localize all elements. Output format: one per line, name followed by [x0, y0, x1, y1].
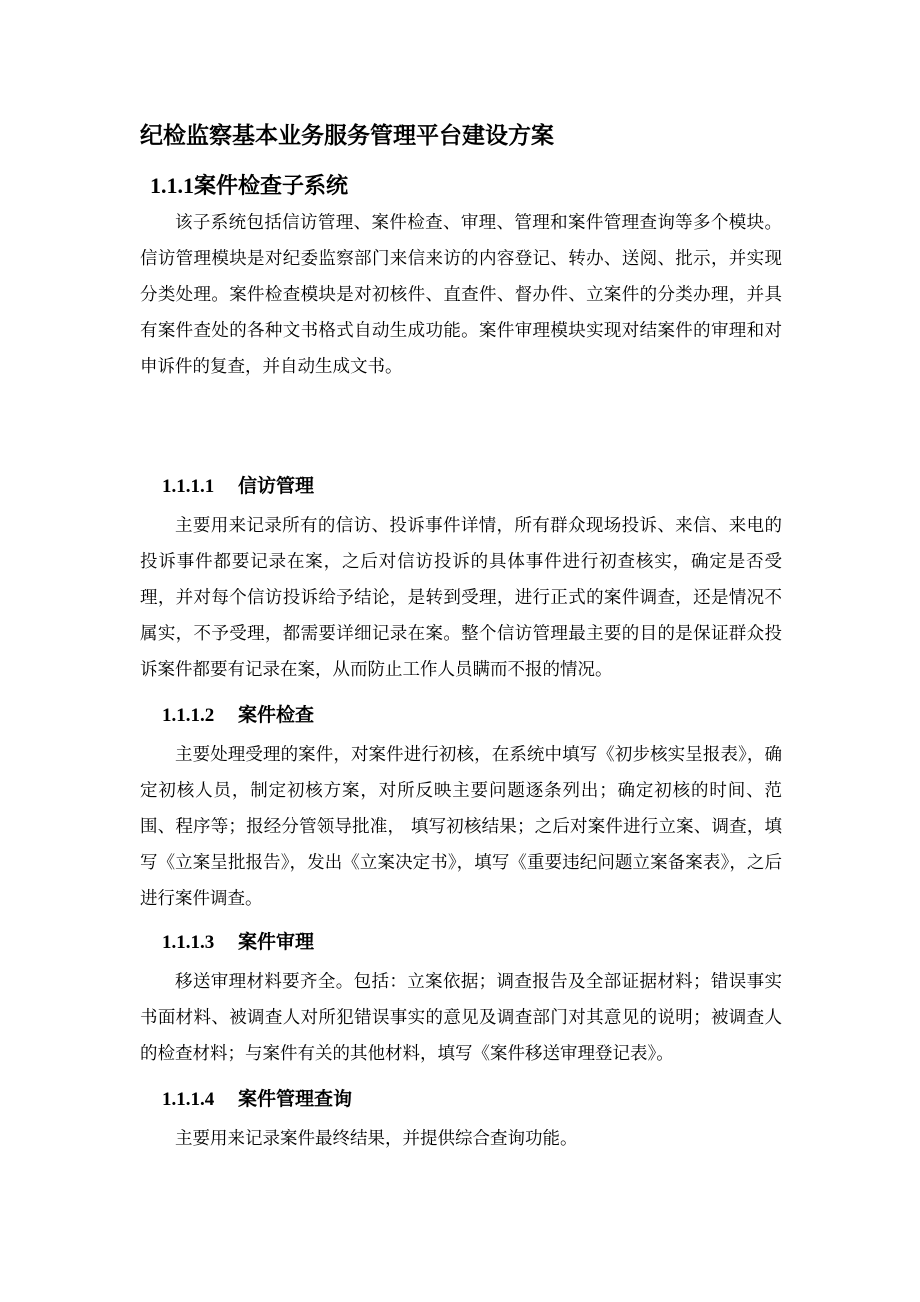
section-heading [150, 168, 800, 204]
subsection-paragraph-3: 移送审理材料要齐全。包括：立案依据；调查报告及全部证据材料；错误事实书面材料、被调查人对所犯错误事实的意见及调查部门对其意见的说明；被调查人的检查材料；与案件有关的其他材料，填写《案件移送审理登记表》。 [140, 972, 782, 1064]
subsection-paragraph-4: 主要用来记录案件最终结果，并提供综合查询功能。 [175, 1129, 578, 1149]
subsection-heading-2 [162, 700, 802, 731]
subsection-number: 1.1.1.3 [162, 932, 215, 953]
subsection-title: 信访管理 [238, 475, 315, 497]
subsection-heading-4 [162, 1084, 802, 1115]
subsection-title: 案件审理 [238, 931, 315, 953]
section-title: 案件检查子系统 [194, 173, 349, 199]
subsection-heading-3 [162, 927, 802, 958]
section-intro-paragraph: 该子系统包括信访管理、案件检查、审理、管理和案件管理查询等多个模块。信访管理模块是对纪委监察部门来信来访的内容登记、转办、送阅、批示，并实现分类处理。案件检查模块是对初核件、直查件、督办件、立案件的分类办理，并具有案件查处的各种文书格式自动生成功能。案件审理模块实现对结案件的审理和对申诉件的复查，并自动生成文书。 [140, 213, 782, 377]
subsection-paragraph-1: 主要用来记录所有的信访、投诉事件详情，所有群众现场投诉、来信、来电的投诉事件都要记录在案，之后对信访投诉的具体事件进行初查核实，确定是否受理，并对每个信访投诉给予结论，是转到受理，进行正式的案件调查，还是情况不属实，不予受理，都需要详细记录在案。整个信访管理最主要的目的是保证群众投诉案件都要有记录在案，从而防止工作人员瞒而不报的情况。 [140, 516, 782, 680]
subsection-number: 1.1.1.2 [162, 705, 215, 726]
subsection-number: 1.1.1.1 [162, 476, 215, 497]
subsection-heading-1 [162, 471, 802, 502]
subsection-number: 1.1.1.4 [162, 1089, 215, 1110]
subsection-paragraph-2: 主要处理受理的案件，对案件进行初核，在系统中填写《初步核实呈报表》，确定初核人员，制定初核方案，对所反映主要问题逐条列出；确定初核的时间、范围、程序等；报经分管领导批准， 填写初核结果；之后对案件进行立案、调查，填写《立案呈批报告》，发出《立案决定书》，填写《重要违纪问题立案备案表》，之后进行案件调查。 [140, 745, 782, 909]
subsection-title: 案件管理查询 [238, 1088, 353, 1110]
document-title: 纪检监察基本业务服务管理平台建设方案 [140, 122, 554, 149]
subsection-title: 案件检查 [238, 704, 315, 726]
section-number: 1.1.1 [150, 173, 194, 198]
